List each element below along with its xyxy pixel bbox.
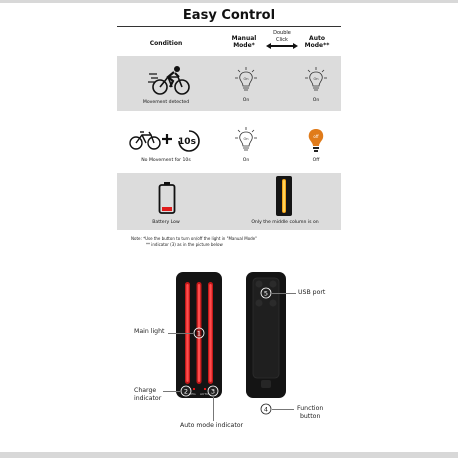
auto-led — [204, 388, 206, 390]
svg-text:5: 5 — [263, 289, 269, 298]
middle-column-light-icon — [276, 176, 292, 216]
svg-text:4: 4 — [263, 405, 269, 414]
callout-main-light: Main light — [134, 328, 165, 335]
header-condition: Condition — [149, 40, 183, 47]
manual-value-movement: On — [242, 98, 250, 103]
svg-text:On: On — [313, 77, 319, 81]
cyclist-icon — [148, 64, 192, 96]
auto-value-no-movement: Off — [312, 158, 320, 163]
leader-charge — [163, 391, 180, 392]
condition-label-movement: Movement detected — [142, 100, 190, 105]
manual-value-no-movement: On — [242, 158, 250, 163]
double-arrow-icon — [266, 43, 298, 49]
title-underline — [117, 26, 341, 27]
condition-label-battery: Battery Low — [152, 220, 180, 225]
marker-4 — [260, 403, 272, 415]
auto-label: AUTO — [200, 392, 209, 396]
leader-usb — [272, 293, 296, 294]
condition-label-no-movement: No Movement for 10s — [141, 158, 191, 163]
bulb-off-icon — [305, 126, 327, 156]
battery-low-icon — [158, 181, 176, 215]
note-line-1: Note: *Use the button to turn on/off the light in "Manual Mode" — [131, 236, 257, 241]
battery-low-mode-text: Only the middle column is on — [251, 220, 319, 225]
header-auto-mode: Auto Mode** — [304, 35, 330, 49]
charge-led — [193, 388, 195, 390]
callout-charge-indicator: Charge indicator — [134, 387, 162, 402]
bulb-on-icon — [235, 126, 257, 156]
top-divider — [0, 0, 458, 3]
svg-text:10s: 10s — [178, 137, 196, 147]
callout-function-button: Function button — [297, 405, 324, 420]
leader-auto-mode — [213, 397, 214, 421]
bike-plus-timer-icon — [129, 128, 205, 152]
chg-label: CHG — [189, 392, 196, 396]
note-line-2: ** indicator (3) as in the picture below — [146, 242, 223, 247]
bulb-on-icon — [305, 66, 327, 96]
leader-main-light — [168, 333, 193, 334]
page-title: Easy Control — [182, 8, 276, 23]
header-switch-hint: Double Click — [273, 30, 291, 43]
bottom-divider — [0, 452, 458, 458]
auto-value-movement: On — [312, 98, 320, 103]
svg-text:1: 1 — [196, 329, 202, 338]
svg-text:3: 3 — [210, 387, 216, 396]
header-manual-mode: Manual Mode* — [231, 35, 257, 49]
svg-text:2: 2 — [183, 387, 189, 396]
svg-text:off: off — [313, 134, 319, 139]
marker-5 — [260, 287, 272, 299]
leader-function — [272, 409, 294, 410]
callout-usb-port: USB port — [298, 289, 326, 296]
marker-1 — [193, 327, 205, 339]
svg-text:On: On — [243, 77, 249, 81]
svg-text:On: On — [243, 137, 249, 141]
callout-auto-mode-indicator: Auto mode indicator — [180, 422, 244, 429]
bulb-on-icon — [235, 66, 257, 96]
marker-3 — [207, 385, 219, 397]
